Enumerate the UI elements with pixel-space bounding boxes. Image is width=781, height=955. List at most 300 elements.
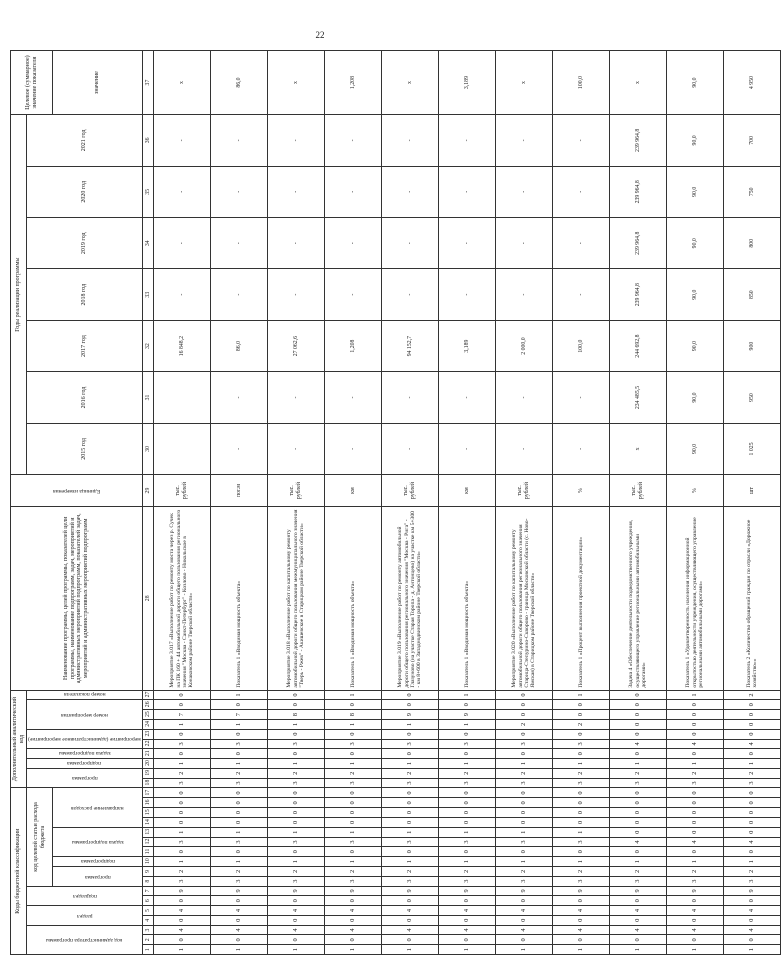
code-cell: 4 [552, 906, 609, 916]
code-cell: 3 [552, 778, 609, 788]
code-cell: 1 [153, 719, 210, 729]
year-value-cell: - [438, 166, 495, 217]
year-value-cell: 90,0 [666, 218, 723, 269]
code-cell: 4 [609, 837, 666, 847]
code-cell: 4 [666, 906, 723, 916]
year-value-cell: - [552, 115, 609, 167]
code-cell: 0 [495, 700, 552, 710]
code-cell: 1 [495, 945, 552, 955]
code-cell: 3 [210, 778, 267, 788]
code-cell: 3 [723, 778, 780, 788]
measure-no-header: номер мероприятия [27, 700, 143, 729]
code-cell: 0 [153, 847, 210, 857]
row-name-cell: Мероприятие 3.019 «Выполнение работ по ремонту автомобильной дороги общего пользования регионального значения "Москва - Рига" - Глазуново (на участке Старая Торопа - д. Антонцево) на участке км 5+300 - км 8+600 в Западнодвинском районе Тверской области» [381, 506, 438, 690]
admin-code-header: код администратора программы [27, 925, 143, 954]
code-cell: 1 [381, 719, 438, 729]
table-row [552, 51, 609, 955]
code-cell: 2 [267, 768, 324, 778]
code-cell: 2 [324, 866, 381, 876]
code-cell: 1 [267, 827, 324, 837]
code-cell: 0 [723, 788, 780, 798]
code-cell: 4 [609, 925, 666, 935]
code-cell: 4 [267, 906, 324, 916]
code-cell: 0 [381, 818, 438, 828]
code-cell: 0 [438, 847, 495, 857]
column-number: 16 [142, 798, 153, 808]
code-cell: 0 [552, 818, 609, 828]
target-value-cell: х [267, 51, 324, 115]
code-cell: 1 [552, 759, 609, 769]
code-cell: 0 [153, 896, 210, 906]
year-value-cell: 700 [723, 115, 780, 167]
code-cell: 3 [267, 876, 324, 886]
code-cell: 0 [438, 935, 495, 945]
code-cell: 0 [552, 749, 609, 759]
unit-header: Единица измерения [11, 475, 143, 507]
table-row [723, 51, 780, 955]
column-number: 9 [142, 866, 153, 876]
year-value-cell: - [552, 269, 609, 320]
year-value-cell: - [267, 269, 324, 320]
column-number: 3 [142, 925, 153, 935]
table-row [324, 51, 381, 955]
column-number: 35 [142, 166, 153, 217]
code-cell: 0 [666, 798, 723, 808]
code-cell: 4 [324, 906, 381, 916]
code-cell: 1 [438, 945, 495, 955]
code-cell: 4 [666, 837, 723, 847]
code-cell: 4 [723, 925, 780, 935]
subprog-header: подпрограмма [27, 759, 143, 769]
code-cell: 1 [495, 827, 552, 837]
year-value-cell: - [324, 218, 381, 269]
column-number: 28 [142, 506, 153, 690]
code-cell: 2 [609, 866, 666, 876]
code-cell: 1 [210, 857, 267, 867]
code-cell: 0 [210, 729, 267, 739]
year-value-cell: - [495, 423, 552, 474]
code-cell: 0 [495, 808, 552, 818]
column-number: 15 [142, 808, 153, 818]
code-cell: 0 [267, 690, 324, 700]
code-cell: 0 [666, 710, 723, 720]
year-2017-header: 2017 год [27, 320, 143, 371]
code-cell: 2 [495, 768, 552, 778]
code-cell: 0 [495, 749, 552, 759]
code-cell: 0 [666, 729, 723, 739]
code-cell: 1 [324, 690, 381, 700]
year-value-cell: 3,189 [438, 320, 495, 371]
column-number: 25 [142, 710, 153, 720]
year-value-cell: - [552, 218, 609, 269]
code-cell: 0 [381, 749, 438, 759]
year-value-cell: 100,0 [552, 320, 609, 371]
year-value-cell: 90,0 [666, 166, 723, 217]
code-cell: 0 [666, 896, 723, 906]
code-cell: 3 [381, 739, 438, 749]
code-cell: 2 [438, 768, 495, 778]
code-cell: 0 [495, 798, 552, 808]
code-cell: 0 [552, 808, 609, 818]
code-cell: 3 [552, 876, 609, 886]
code-cell: 0 [723, 798, 780, 808]
code-cell: 4 [324, 925, 381, 935]
years-header: Годы реализации программы [11, 115, 27, 475]
code-cell: 0 [210, 808, 267, 818]
year-value-cell: - [324, 269, 381, 320]
code-cell: 9 [666, 886, 723, 896]
code-cell: 0 [723, 700, 780, 710]
code-cell: 0 [267, 729, 324, 739]
target-value-cell: х [495, 51, 552, 115]
year-value-cell: 90,0 [666, 320, 723, 371]
code-cell: 3 [723, 876, 780, 886]
code-cell: 4 [153, 925, 210, 935]
code-cell: 0 [381, 847, 438, 857]
code-cell: 0 [210, 700, 267, 710]
code-cell: 3 [495, 876, 552, 886]
code-cell: 4 [723, 906, 780, 916]
column-number: 19 [142, 768, 153, 778]
year-value-cell: - [210, 218, 267, 269]
code-cell: 4 [666, 925, 723, 935]
code-cell: 0 [666, 700, 723, 710]
year-value-cell: 94 152,7 [381, 320, 438, 371]
code-cell: 0 [438, 896, 495, 906]
code-cell: 3 [381, 876, 438, 886]
column-number: 13 [142, 827, 153, 837]
code-cell: 0 [153, 818, 210, 828]
code-cell: 1 [552, 945, 609, 955]
year-value-cell: 750 [723, 166, 780, 217]
rotated-table-sheet [10, 50, 758, 955]
year-value-cell: - [153, 218, 210, 269]
prog-header: программа [27, 768, 143, 788]
year-value-cell: - [381, 115, 438, 167]
program-code-header: программа [53, 866, 143, 886]
code-cell: 0 [381, 935, 438, 945]
year-value-cell: - [552, 423, 609, 474]
year-value-cell: - [552, 372, 609, 423]
code-cell: 0 [609, 915, 666, 925]
code-cell: 4 [438, 906, 495, 916]
code-cell: 1 [609, 857, 666, 867]
year-value-cell: - [267, 423, 324, 474]
task-code-header: задача подпрограммы [53, 827, 143, 856]
code-cell: 4 [438, 925, 495, 935]
code-cell: 0 [666, 719, 723, 729]
row-name-cell: Показатель 1 «Вводимая мощность объекта» [210, 506, 267, 690]
code-cell: 0 [438, 808, 495, 818]
column-number: 32 [142, 320, 153, 371]
code-cell: 2 [723, 690, 780, 700]
code-cell: 1 [723, 945, 780, 955]
row-name-cell: Мероприятие 3.017 «Выполнение работ по ремонту моста через р. Сучек на ПК 160 + 44 автомобильной дороги общего пользования регионального значения "Москва - Санкт-Петербург" - Козлово - Никольское в Конаковском районе Тверской области» [153, 506, 210, 690]
code-cell: 1 [324, 857, 381, 867]
code-cell: 0 [552, 896, 609, 906]
code-cell: 0 [267, 935, 324, 945]
code-cell: 0 [609, 818, 666, 828]
code-cell: 0 [438, 749, 495, 759]
code-cell: 2 [495, 866, 552, 876]
row-name-cell: Задача 4 «Обеспечение деятельности подведомственного учреждения, осуществляющего управление региональными автомобильными дорогами» [609, 506, 666, 690]
year-value-cell: - [324, 166, 381, 217]
year-value-cell: 950 [723, 372, 780, 423]
code-cell: 3 [495, 778, 552, 788]
subprogram-code-header: подпрограмма [53, 857, 143, 867]
table-body [153, 51, 780, 955]
year-value-cell: - [381, 423, 438, 474]
year-value-cell: - [267, 166, 324, 217]
code-cell: 0 [438, 798, 495, 808]
code-cell: 9 [438, 710, 495, 720]
program-table [10, 50, 781, 955]
column-number: 31 [142, 372, 153, 423]
code-cell: 3 [153, 778, 210, 788]
year-value-cell: 800 [723, 218, 780, 269]
code-cell: 3 [324, 837, 381, 847]
code-cell: 0 [267, 788, 324, 798]
column-number: 34 [142, 218, 153, 269]
code-cell: 3 [609, 876, 666, 886]
row-name-cell: Показатель 1 «Удовлетворенность населения информационной открытостью деятельности учреждения, осуществляющего управление региональными автомобильными дорогами» [666, 506, 723, 690]
year-value-cell: 900 [723, 320, 780, 371]
code-cell: 0 [210, 847, 267, 857]
code-cell: 0 [609, 690, 666, 700]
code-cell: 1 [153, 945, 210, 955]
target-value-cell: х [153, 51, 210, 115]
code-cell: 2 [438, 866, 495, 876]
code-cell: 0 [552, 915, 609, 925]
code-cell: 0 [153, 788, 210, 798]
code-cell: 1 [552, 827, 609, 837]
year-value-cell: 90,0 [666, 115, 723, 167]
year-value-cell: - [438, 372, 495, 423]
code-cell: 0 [324, 935, 381, 945]
unit-cell: км [324, 475, 381, 507]
code-cell: 1 [267, 857, 324, 867]
year-value-cell: х [609, 423, 666, 474]
year-2020-header: 2020 год [27, 166, 143, 217]
code-cell: 2 [552, 866, 609, 876]
code-cell: 3 [324, 739, 381, 749]
code-cell: 9 [552, 886, 609, 896]
code-cell: 0 [324, 847, 381, 857]
code-cell: 1 [381, 759, 438, 769]
code-cell: 1 [552, 690, 609, 700]
column-number: 37 [142, 51, 153, 115]
code-cell: 0 [552, 935, 609, 945]
code-cell: 2 [153, 866, 210, 876]
unit-cell: тыс. рублей [609, 475, 666, 507]
unit-cell: тыс. рублей [267, 475, 324, 507]
name-header: Наименование программы, целей программы, показателей цели программы, наименование подпрограмм, задач, мероприятий и административных мероприятий подпрограмм, показателей задач, мероприятий и административных мероприятий подпрограмм [11, 506, 143, 690]
section-header: раздел [27, 906, 143, 926]
year-value-cell: 16 848,2 [153, 320, 210, 371]
code-cell: 0 [552, 700, 609, 710]
year-value-cell: 1,208 [324, 320, 381, 371]
year-value-cell: 27 062,6 [267, 320, 324, 371]
code-cell: 3 [210, 739, 267, 749]
code-cell: 9 [723, 886, 780, 896]
value-header: значение [53, 51, 143, 115]
additional-codes-header: Дополнительный аналитический код [11, 690, 27, 788]
code-cell: 0 [723, 915, 780, 925]
code-cell: 0 [210, 818, 267, 828]
code-cell: 0 [609, 798, 666, 808]
code-cell: 0 [324, 729, 381, 739]
code-cell: 1 [381, 945, 438, 955]
code-cell: 0 [552, 729, 609, 739]
code-cell: 0 [267, 915, 324, 925]
year-value-cell: - [495, 218, 552, 269]
year-value-cell: - [210, 269, 267, 320]
code-cell: 0 [210, 798, 267, 808]
unit-cell: км [438, 475, 495, 507]
code-cell: 4 [381, 925, 438, 935]
code-cell: 0 [324, 700, 381, 710]
code-cell: 4 [267, 925, 324, 935]
code-cell: 0 [723, 749, 780, 759]
code-cell: 0 [723, 935, 780, 945]
code-cell: 4 [495, 906, 552, 916]
code-cell: 9 [324, 886, 381, 896]
code-cell: 4 [495, 925, 552, 935]
target-value-cell: 3,189 [438, 51, 495, 115]
code-cell: 1 [153, 857, 210, 867]
year-value-cell: - [552, 166, 609, 217]
code-cell: 0 [666, 818, 723, 828]
year-value-cell: - [210, 423, 267, 474]
target-value-cell: 4 950 [723, 51, 780, 115]
code-cell: 1 [666, 690, 723, 700]
subsection-header: подраздел [27, 886, 143, 906]
code-cell: 0 [723, 719, 780, 729]
code-cell: 0 [609, 827, 666, 837]
year-2018-header: 2018 год [27, 269, 143, 320]
code-cell: 0 [609, 710, 666, 720]
code-cell: 0 [609, 896, 666, 906]
code-cell: 1 [267, 945, 324, 955]
code-cell: 3 [666, 876, 723, 886]
code-cell: 1 [723, 857, 780, 867]
code-cell: 2 [552, 719, 609, 729]
code-cell: 1 [495, 857, 552, 867]
target-value-cell: 100,0 [552, 51, 609, 115]
year-value-cell: 234 485,5 [609, 372, 666, 423]
code-cell: 0 [723, 808, 780, 818]
code-cell: 0 [438, 729, 495, 739]
code-cell: 0 [381, 788, 438, 798]
year-value-cell: - [438, 423, 495, 474]
code-cell: 0 [723, 818, 780, 828]
column-number: 20 [142, 759, 153, 769]
code-cell: 1 [210, 719, 267, 729]
code-cell: 3 [324, 778, 381, 788]
year-value-cell [153, 372, 210, 423]
code-cell: 3 [324, 876, 381, 886]
code-cell: 7 [210, 710, 267, 720]
code-cell: 0 [267, 896, 324, 906]
code-cell: 0 [153, 798, 210, 808]
column-number: 7 [142, 886, 153, 896]
code-cell: 0 [609, 935, 666, 945]
code-cell: 0 [609, 719, 666, 729]
code-cell: 0 [324, 808, 381, 818]
code-cell: 4 [723, 739, 780, 749]
table-row [495, 51, 552, 955]
code-cell: 3 [666, 778, 723, 788]
target-value-cell: х [609, 51, 666, 115]
code-cell: 9 [210, 886, 267, 896]
code-cell: 0 [723, 729, 780, 739]
year-value-cell: 86,0 [210, 320, 267, 371]
code-cell: 0 [495, 729, 552, 739]
code-cell: 1 [495, 759, 552, 769]
year-value-cell: 244 692,8 [609, 320, 666, 371]
code-cell: 0 [381, 808, 438, 818]
code-cell: 4 [153, 906, 210, 916]
activity-code-header: направление расходов [53, 788, 143, 827]
code-cell: 1 [666, 759, 723, 769]
code-cell: 0 [210, 915, 267, 925]
year-value-cell: 239 964,8 [609, 166, 666, 217]
code-cell: 0 [666, 915, 723, 925]
table-row [153, 51, 210, 955]
year-value-cell: - [381, 218, 438, 269]
unit-cell: шт [723, 475, 780, 507]
code-cell: 7 [153, 710, 210, 720]
code-cell: 0 [210, 935, 267, 945]
year-value-cell: - [438, 115, 495, 167]
code-cell: 0 [153, 729, 210, 739]
year-value-cell: - [210, 115, 267, 167]
unit-cell: тыс. рублей [495, 475, 552, 507]
code-cell: 2 [666, 866, 723, 876]
column-number: 30 [142, 423, 153, 474]
code-cell: 2 [210, 866, 267, 876]
code-cell: 0 [666, 788, 723, 798]
code-cell: 0 [267, 700, 324, 710]
target-value-cell: 90,0 [666, 51, 723, 115]
column-number: 10 [142, 857, 153, 867]
code-cell: 0 [381, 700, 438, 710]
column-number: 5 [142, 906, 153, 916]
code-cell: 0 [267, 818, 324, 828]
code-cell: 1 [153, 759, 210, 769]
code-cell: 4 [609, 906, 666, 916]
code-cell: 0 [324, 798, 381, 808]
row-name-cell: Показатель 1 «Процент выполнения проектной документации» [552, 506, 609, 690]
year-value-cell: 90,0 [666, 423, 723, 474]
code-cell: 9 [495, 886, 552, 896]
column-number: 8 [142, 876, 153, 886]
code-cell: 0 [666, 808, 723, 818]
code-cell: 0 [495, 690, 552, 700]
table-row [438, 51, 495, 955]
year-value-cell: - [267, 372, 324, 423]
year-value-cell [153, 423, 210, 474]
code-cell: 0 [267, 808, 324, 818]
code-cell: 2 [666, 768, 723, 778]
unit-cell: тыс. рублей [381, 475, 438, 507]
code-cell: 1 [324, 719, 381, 729]
code-cell: 4 [723, 837, 780, 847]
code-cell: 2 [495, 719, 552, 729]
code-cell: 3 [210, 876, 267, 886]
code-cell: 1 [324, 827, 381, 837]
code-cell: 0 [666, 935, 723, 945]
